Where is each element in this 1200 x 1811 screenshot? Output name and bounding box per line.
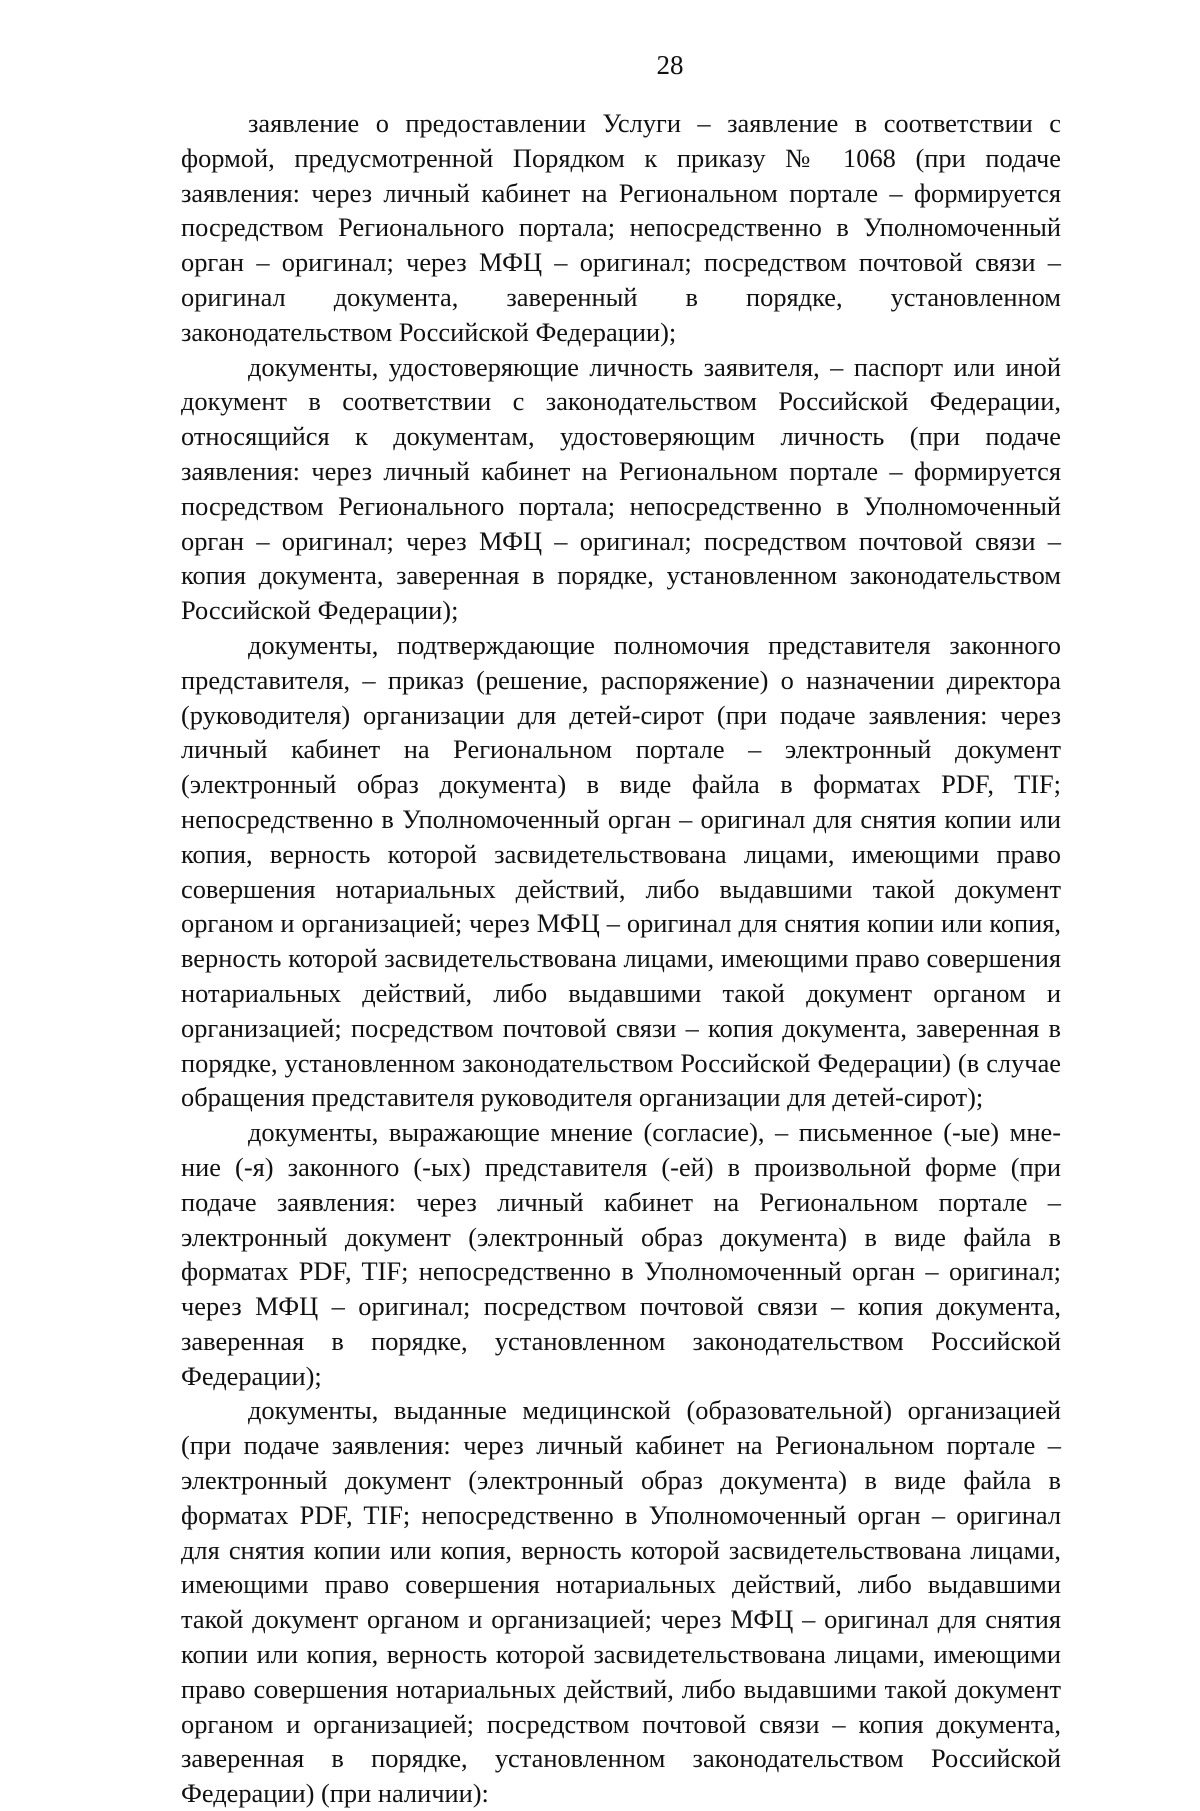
- document-body: [181, 106, 1061, 1811]
- page-number: 28: [656, 50, 684, 80]
- paragraph-medical-documents: документы, выданные медицинской (образовательной) организацией (при подаче заявления: через личный кабинет на Региональном портале – электронный документ (электронный образ документа) в виде файла в форматах PDF, TIF; непосредственно в Уполномоченный орган – оригинал для снятия копии или копия, верность которой засвидетельствована лицами, имеющими право совершения нотариальных действий, либо выдавшими такой документ органом и организацией; через МФЦ – оригинал для снятия копии или копия, верность которой засвидетельствована лицами, имеющими право совершения нотариальных действий, либо выдавшими такой документ органом и организацией; посредством почтовой связи – копия документа, заверенная в порядке, установленном законодательством Российской Федерации) (при наличии):: [181, 1395, 1061, 1809]
- paragraph-application: заявление о предоставлении Услуги – заявление в соответствии с формой, предусмотренной Порядком к приказу № 1068 (при подаче заявления: через личный кабинет на Региональном портале – формируется посредством Регионального портала; непосредственно в Уполномоченный орган – оригинал; через МФЦ – оригинал; посредством почтовой связи – оригинал документа, заверенный в порядке, установленном законодательством Российской Федерации);: [181, 108, 1061, 347]
- paragraph-consent-documents: документы, выражающие мнение (согласие), – письменное (-ые) мнение (-я) законного (-ых) представителя (-ей) в произвольной форме (при подаче заявления: через личный кабинет на Региональном портале – электронный документ (электронный образ документа) в виде файла в форматах PDF, TIF; непосредственно в Уполномоченный орган – оригинал; через МФЦ – оригинал; посредством почтовой связи – копия документа, заверенная в порядке, установленном законодательством Российской Федерации);: [181, 1117, 1061, 1391]
- paragraph-representative-authority: документы, подтверждающие полномочия представителя законного представителя, – приказ (решение, распоряжение) о назначении директора (руководителя) организации для детей-сирот (при подаче заявления: через личный кабинет на Региональном портале – электронный документ (электронный образ документа) в виде файла в форматах PDF, TIF; непосредственно в Уполномоченный орган – оригинал для снятия копии или копия, верность которой засвидетельствована лицами, имеющими право совершения нотариальных действий, либо выдавшими такой документ органом и организацией; через МФЦ – оригинал для снятия копии или копия, верность которой засвидетельствована лицами, имеющими право совершения нотариальных действий, либо выдавшими такой документ органом и организацией; посредством почтовой связи – копия документа, заверенная в порядке, установленном законодательством Российской Федерации) (в случае обращения представителя руководителя организации для детей-сирот);: [181, 629, 1061, 1113]
- paragraph-identity-documents: документы, удостоверяющие личность заявителя, – паспорт или иной документ в соответствии с законодательством Российской Федерации, относящийся к документам, удостоверяющим личность (при подаче заявления: через личный кабинет на Региональном портале – формируется посредством Регионального портала; непосредственно в Уполномоченный орган – оригинал; через МФЦ – оригинал; посредством почтовой связи – копия документа, заверенная в порядке, установленном законодательством Российской Федерации);: [181, 351, 1061, 626]
